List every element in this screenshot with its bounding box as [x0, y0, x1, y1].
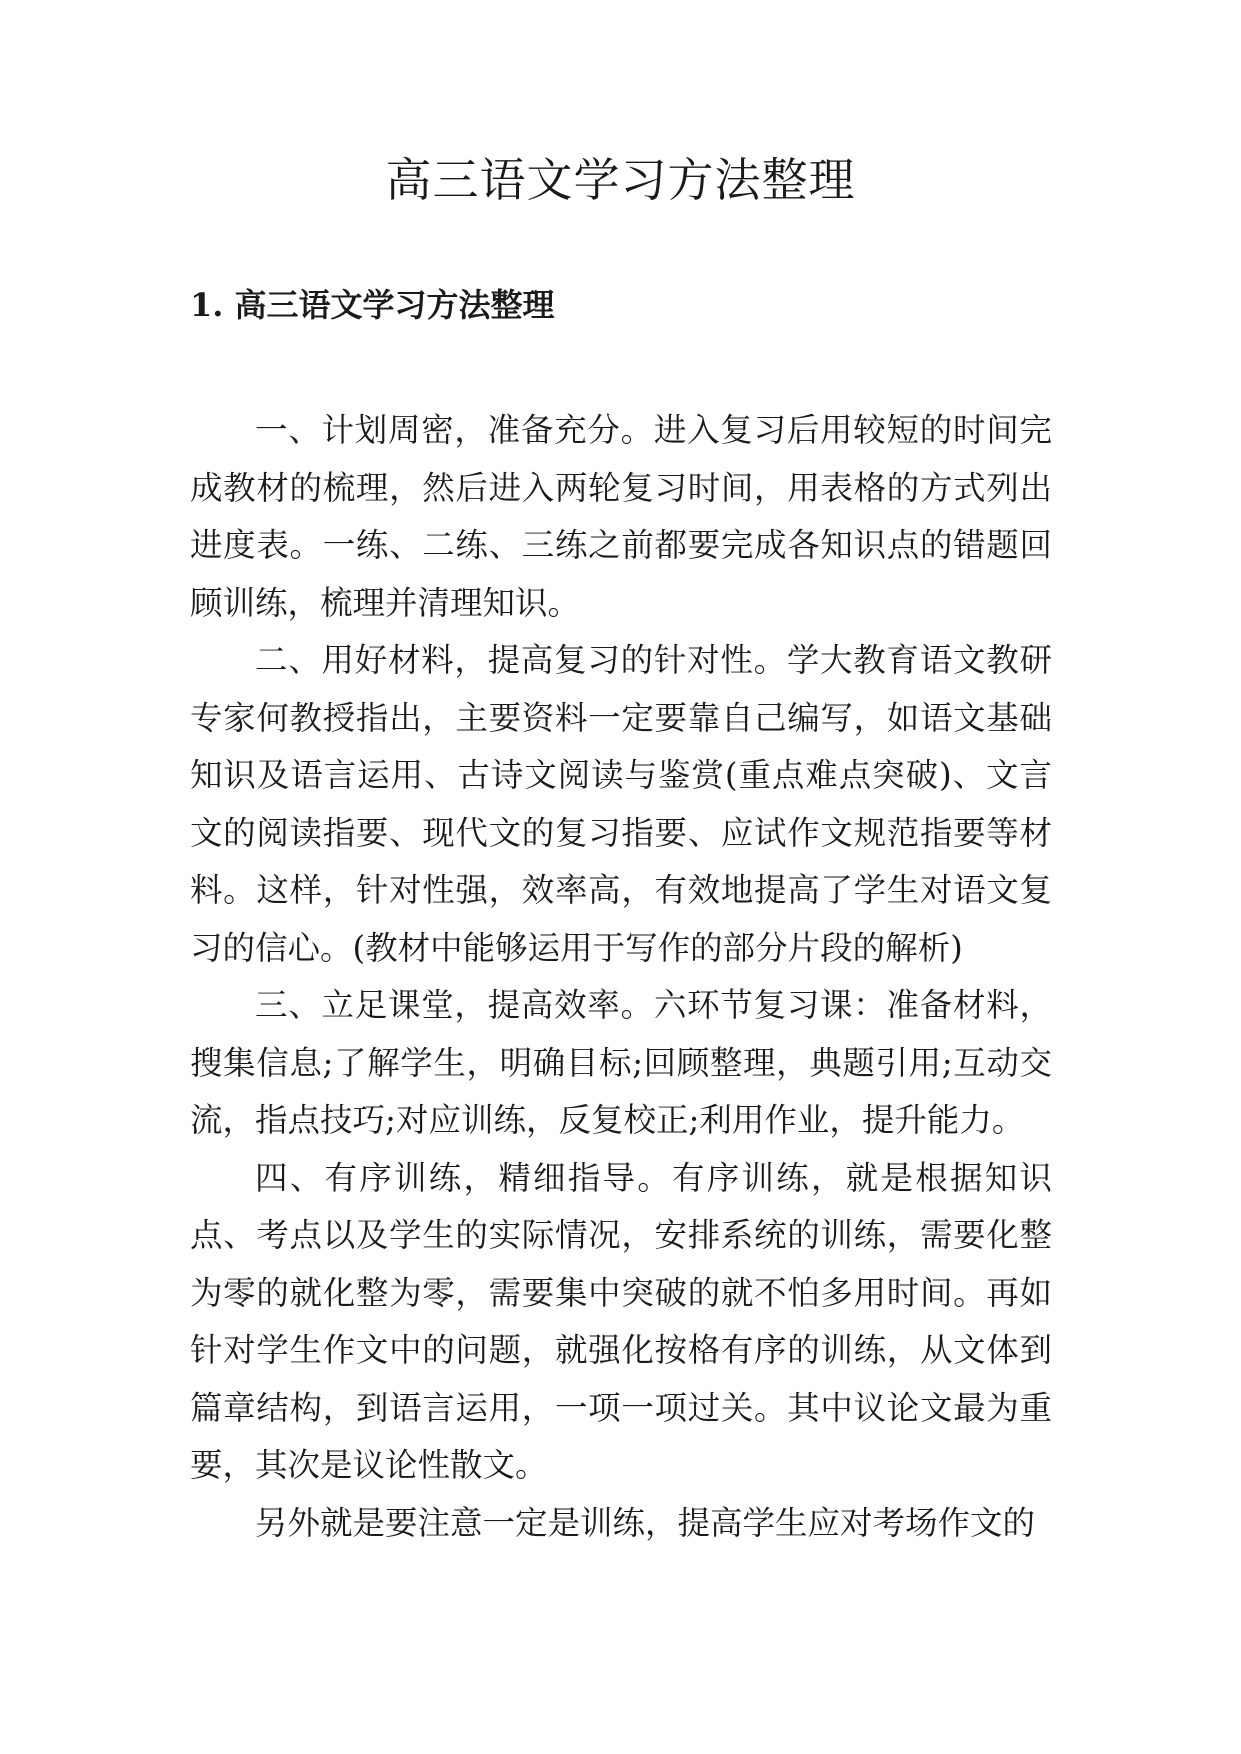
paragraph-2: 二、用好材料，提高复习的针对性。学大教育语文教研专家何教授指出，主要资料一定要靠自己编写，如语文基础知识及语言运用、古诗文阅读与鉴赏(重点难点突破)、文言文的阅读指要、现代文的复习指要、应试作文规范指要等材料。这样，针对性强，效率高，有效地提高了学生对语文复习的信心。(教材中能够运用于写作的部分片段的解析) [190, 641, 1052, 967]
paragraph-1: 一、计划周密，准备充分。进入复习后用较短的时间完成教材的梳理，然后进入两轮复习时间，用表格的方式列出进度表。一练、二练、三练之前都要完成各知识点的错题回顾训练，梳理并清理知识。 [190, 411, 1052, 622]
paragraph-4: 四、有序训练，精细指导。有序训练，就是根据知识点、考点以及学生的实际情况，安排系统的训练，需要化整为零的就化整为零，需要集中突破的就不怕多用时间。再如针对学生作文中的问题，就强化按格有序的训练，从文体到篇章结构，到语言运用，一项一项过关。其中议论文最为重要，其次是议论性散文。 [190, 1158, 1052, 1484]
document-title: 高三语文学习方法整理 [385, 153, 856, 207]
section-heading: 1. 高三语文学习方法整理 [190, 286, 555, 324]
paragraph-5: 另外就是要注意一定是训练，提高学生应对考场作文的 [255, 1503, 1036, 1542]
body-text [190, 402, 1052, 1552]
paragraph-3: 三、立足课堂，提高效率。六环节复习课：准备材料，搜集信息;了解学生，明确目标;回顾整理，典题引用;互动交流，指点技巧;对应训练，反复校正;利用作业，提升能力。 [190, 986, 1052, 1139]
